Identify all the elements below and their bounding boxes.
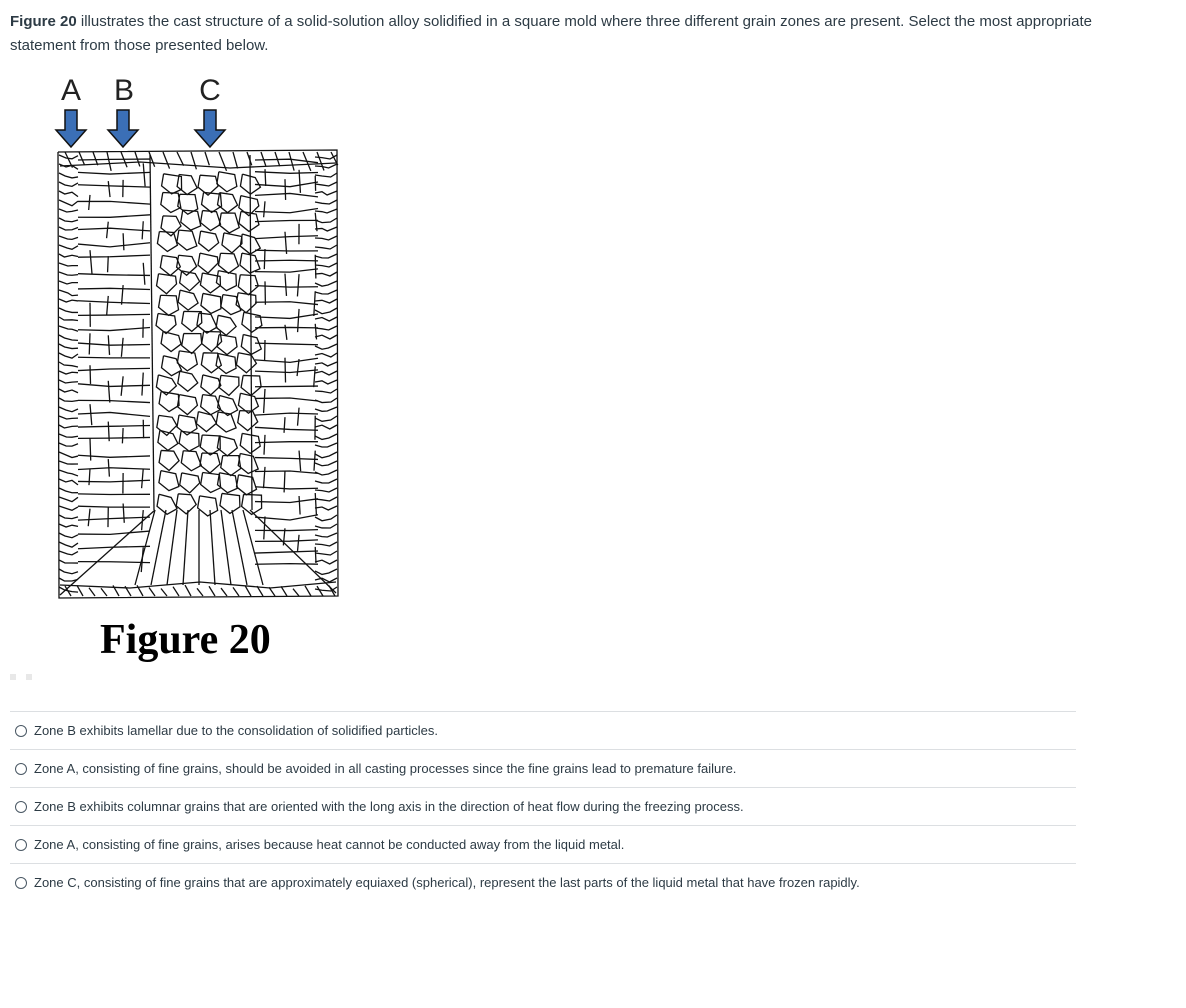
answer-label: Zone C, consisting of fine grains that are approximately equiaxed (spherical), represent the last parts of the liquid metal that have frozen rapidly. — [34, 875, 860, 890]
answer-option[interactable] — [10, 825, 1076, 863]
answer-label: Zone B exhibits columnar grains that are oriented with the long axis in the direction of heat flow during the freezing process. — [34, 799, 744, 814]
zone-label-a: A — [60, 74, 82, 107]
answer-option[interactable] — [10, 863, 1076, 901]
radio-button[interactable] — [15, 839, 27, 851]
down-arrow-icon — [195, 110, 225, 147]
cast-structure-diagram — [50, 70, 350, 670]
question-text — [10, 10, 1110, 58]
figure-caption: Figure 20 — [100, 617, 271, 663]
figure-20-image — [50, 70, 350, 670]
zone-label-b: B — [113, 74, 135, 107]
image-controls — [10, 667, 42, 685]
answer-option[interactable] — [10, 787, 1076, 825]
answer-label: Zone A, consisting of fine grains, arises because heat cannot be conducted away from the liquid metal. — [34, 837, 625, 852]
radio-button[interactable] — [15, 763, 27, 775]
radio-button[interactable] — [15, 801, 27, 813]
grain-structure — [58, 150, 338, 598]
down-arrow-icon — [108, 110, 138, 147]
zone-label-c: C — [199, 74, 221, 107]
answer-label: Zone A, consisting of fine grains, should be avoided in all casting processes since the fine grains lead to premature failure. — [34, 761, 737, 776]
question-body: illustrates the cast structure of a solid-solution alloy solidified in a square mold where three different grain zones are present. Select the most appropriate statement from those presented below. — [10, 13, 1092, 54]
down-arrow-icon — [56, 110, 86, 147]
radio-button[interactable] — [15, 877, 27, 889]
question-figure-ref: Figure 20 — [10, 13, 77, 30]
answer-list — [10, 711, 1076, 901]
radio-button[interactable] — [15, 725, 27, 737]
answer-option[interactable] — [10, 749, 1076, 787]
answer-label: Zone B exhibits lamellar due to the consolidation of solidified particles. — [34, 723, 438, 738]
answer-option[interactable] — [10, 711, 1076, 749]
